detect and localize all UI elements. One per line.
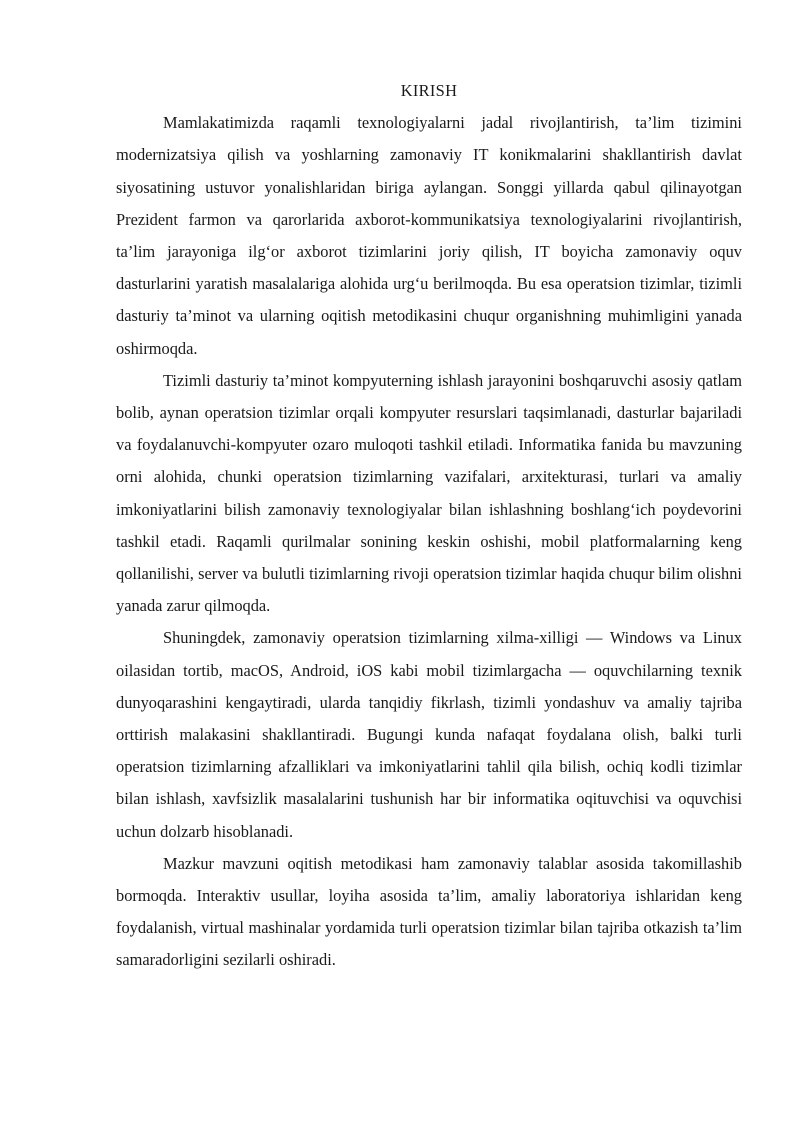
document-body: [116, 75, 742, 977]
paragraph-3: Shuningdek, zamonaviy operatsion tizimlarning xilma-xilligi — Windows va Linux oilasidan tortib, macOS, Android, iOS kabi mobil tizimlargacha — oquvchilarning texnik dunyoqarashini kengaytiradi, ularda tanqidiy fikrlash, tizimli yondashuv va amaliy tajriba orttirish malakasini shakllantiradi. Bugungi kunda nafaqat foydalana olish, balki turli operatsion tizimlarning afzalliklari va imkoniyatlarini tahlil qila bilish, ochiq kodli tizimlar bilan ishlash, xavfsizlik masalalarini tushunish har bir informatika oqituvchisi va oquvchisi uchun dolzarb hisoblanadi.: [116, 628, 742, 841]
paragraph-1: Mamlakatimizda raqamli texnologiyalarni jadal rivojlantirish, ta’lim tizimini modernizatsiya qilish va yoshlarning zamonaviy IT konikmalarini shakllantirish davlat siyosatining ustuvor yonalishlaridan biriga aylangan. Songgi yillarda qabul qilinayotgan Prezident farmon va qarorlarida axborot-kommunikatsiya texnologiyalarini rivojlantirish, ta’lim jarayoniga ilg‘or axborot tizimlarini joriy qilish, IT boyicha zamonaviy oquv dasturlarini yaratish masalalariga alohida urg‘u berilmoqda. Bu esa operatsion tizimlar, tizimli dasturiy ta’minot va ularning oqitish metodikasini chuqur organishning muhimligini yanada oshirmoqda.: [116, 113, 742, 358]
paragraph-4: Mazkur mavzuni oqitish metodikasi ham zamonaviy talablar asosida takomillashib bormoqda. Interaktiv usullar, loyiha asosida ta’lim, amaliy laboratoriya ishlaridan keng foydalanish, virtual mashinalar yordamida turli operatsion tizimlar bilan tajriba otkazish ta’lim samaradorligini sezilarli oshiradi.: [116, 853, 742, 970]
section-title: KIRISH: [400, 81, 458, 100]
paragraph-2: Tizimli dasturiy ta’minot kompyuterning ishlash jarayonini boshqaruvchi asosiy qatlam bolib, aynan operatsion tizimlar orqali kompyuter resurslari taqsimlanadi, dasturlar bajariladi va foydalanuvchi-kompyuter ozaro muloqoti tashkil etiladi. Informatika fanida bu mavzuning orni alohida, chunki operatsion tizimlarning vazifalari, arxitekturasi, turlari va amaliy imkoniyatlarini bilish zamonaviy texnologiyalar bilan ishlashning boshlang‘ich poydevorini tashkil etadi. Raqamli qurilmalar sonining keskin oshishi, mobil platformalarning keng qollanilishi, server va bulutli tizimlarning rivoji operatsion tizimlar haqida chuqur bilim olishni yanada zarur qilmoqda.: [116, 370, 742, 616]
